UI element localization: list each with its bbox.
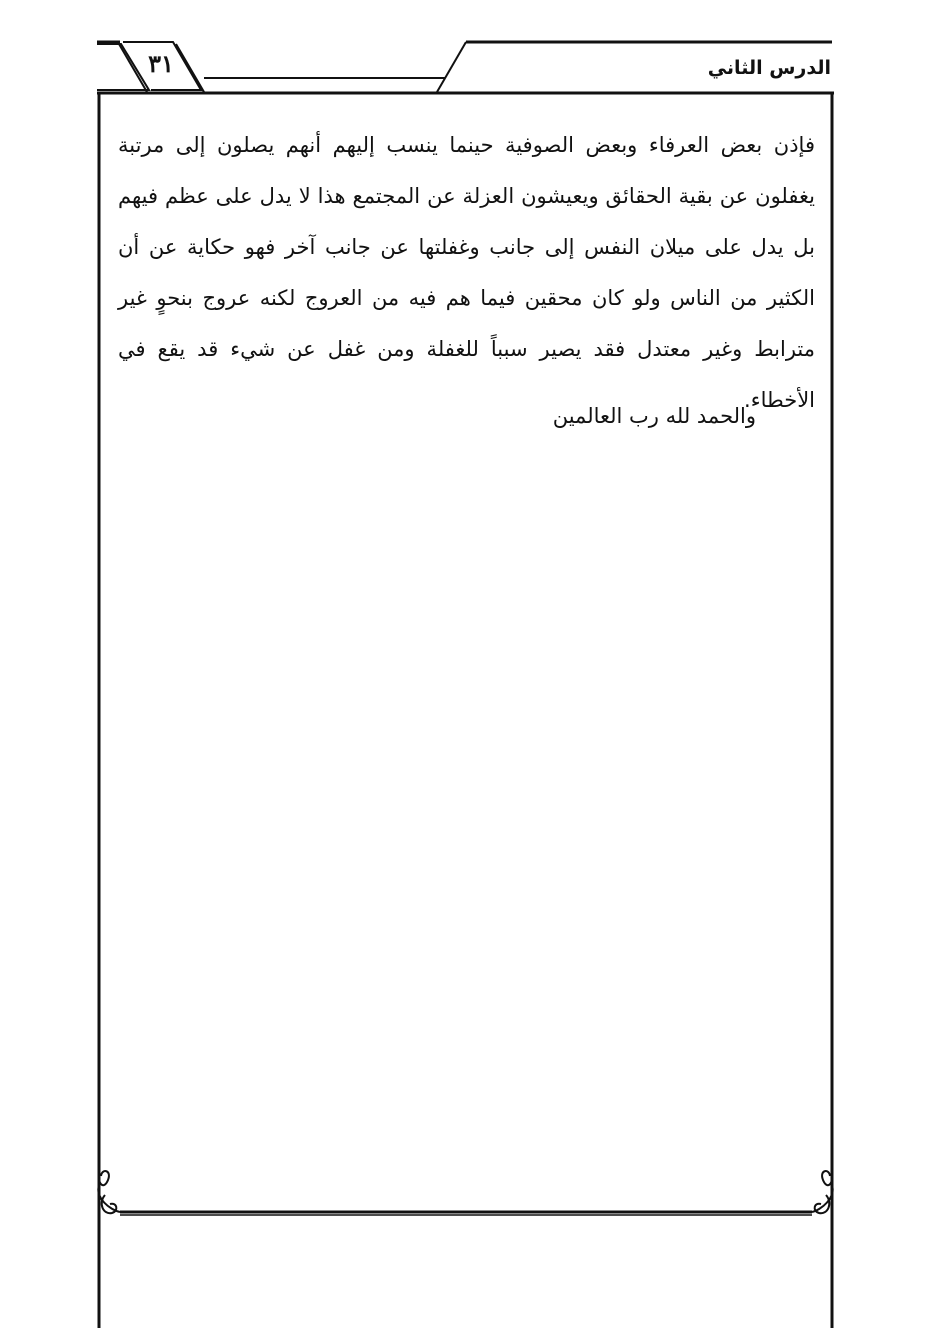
chapter-title: الدرس الثاني bbox=[707, 57, 831, 79]
scroll-ornament-left-icon bbox=[98, 1170, 120, 1213]
closing-line: والحمد لله رب العالمين bbox=[552, 404, 756, 428]
body-text-block bbox=[118, 120, 815, 426]
body-paragraph: فإذن بعض العرفاء وبعض الصوفية حينما ينسب إليهم أنهم يصلون إلى مرتبة يغفلون عن بقية الحقائق ويعيشون العزلة عن المجتمع هذا لا يدل على عظم فيهم بل يدل على ميلان النفس إلى جانب وغفلتها عن جانب آخر فهو حكاية عن أن الكثير من الناس ولو كان محقين فيما هم فيه من العروج لكنه عروج بنحوٍ غير مترابط وغير معتدل فقد يصير سبباً للغفلة ومن غفل عن شيء قد يقع في الأخطاء. bbox=[118, 133, 815, 412]
scroll-ornament-right-icon bbox=[812, 1170, 833, 1213]
bottom-border bbox=[120, 1212, 812, 1215]
page-number: ٣١ bbox=[148, 49, 174, 78]
